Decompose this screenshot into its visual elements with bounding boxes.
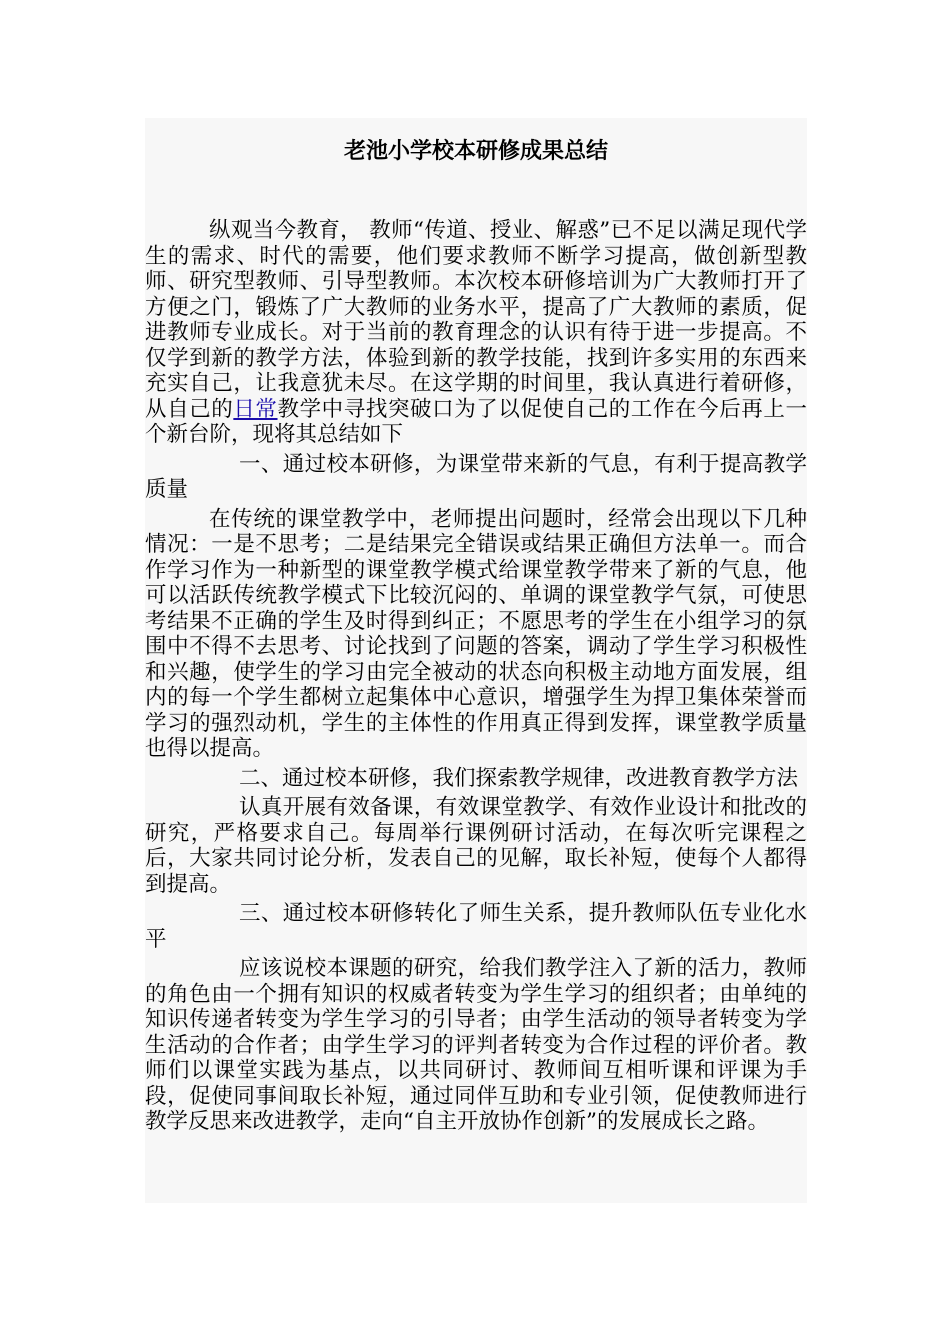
document-title: 老池小学校本研修成果总结 bbox=[343, 138, 608, 164]
document-body bbox=[145, 218, 807, 1139]
section-paragraph-3: 应该说校本课题的研究，给我们教学注入了新的活力，教师的角色由一个拥有知识的权威者转变为学生学习的组织者；由单纯的知识传递者转变为学生学习的引导者；由学生活动的领导者转变为学生活动的合作者；由学生学习的评判者转变为合作过程的评价者。教师们以课堂实践为基点，以共同研讨、教师间互相听课和评课为手段，促使同事间取长补短，通过同伴互助和专业引领，促使教师进行教学反思来改进教学，走向“自主开放协作创新”的发展成长之路。 bbox=[145, 956, 807, 1134]
section-heading-1: 一、通过校本研修，为课堂带来新的气息，有利于提高教学质量 bbox=[145, 451, 807, 502]
intro-paragraph bbox=[145, 218, 807, 448]
intro-text-before-link: 纵观当今教育， 教师“传道、授业、解惑”已不足以满足现代学生的需求、时代的需要，他们要求教师不断学习提高，做创新型教师、研究型教师、引导型教师。本次校本研修培训为广大教师打开了方便之门，锻炼了广大教师的业务水平，提高了广大教师的素质，促进教师专业成长。对于当前的教育理念的认识有待于进一步提高。不仅学到新的教学方法，体验到新的教学技能，找到许多实用的东西来充实自己，让我意犹未尽。在这学期的时间里，我认真进行着研修，从自己的 bbox=[145, 218, 807, 422]
daily-link[interactable]: 日常 bbox=[233, 396, 278, 422]
section-paragraph-1: 在传统的课堂教学中，老师提出问题时，经常会出现以下几种情况：一是不思考；二是结果完全错误或结果正确但方法单一。而合作学习作为一种新型的课堂教学模式给课堂教学带来了新的气息，他可以活跃传统教学模式下比较沉闷的、单调的课堂教学气氛，可使思考结果不正确的学生及时得到纠正；不愿思考的学生在小组学习的氛围中不得不去思考、讨论找到了问题的答案，调动了学生学习积极性和兴趣，使学生的学习由完全被动的状态向积极主动地方面发展，组内的每一个学生都树立起集体中心意识，增强学生为捍卫集体荣誉而学习的强烈动机，学生的主体性的作用真正得到发挥，课堂教学质量也得以提高。 bbox=[145, 506, 807, 761]
section-paragraph-2: 认真开展有效备课，有效课堂教学、有效作业设计和批改的研究，严格要求自己。每周举行课例研讨活动，在每次听完课程之后，大家共同讨论分析，发表自己的见解，取长补短，使每个人都得到提高。 bbox=[145, 795, 807, 897]
intro-text-after-link: 教学中寻找突破口为了以促使自己的工作在今后再上一个新台阶，现将其总结如下 bbox=[145, 396, 807, 447]
section-heading-3: 三、通过校本研修转化了师生关系，提升教师队伍专业化水平 bbox=[145, 901, 807, 952]
section-heading-2: 二、通过校本研修，我们探索教学规律，改进教育教学方法 bbox=[239, 765, 799, 791]
